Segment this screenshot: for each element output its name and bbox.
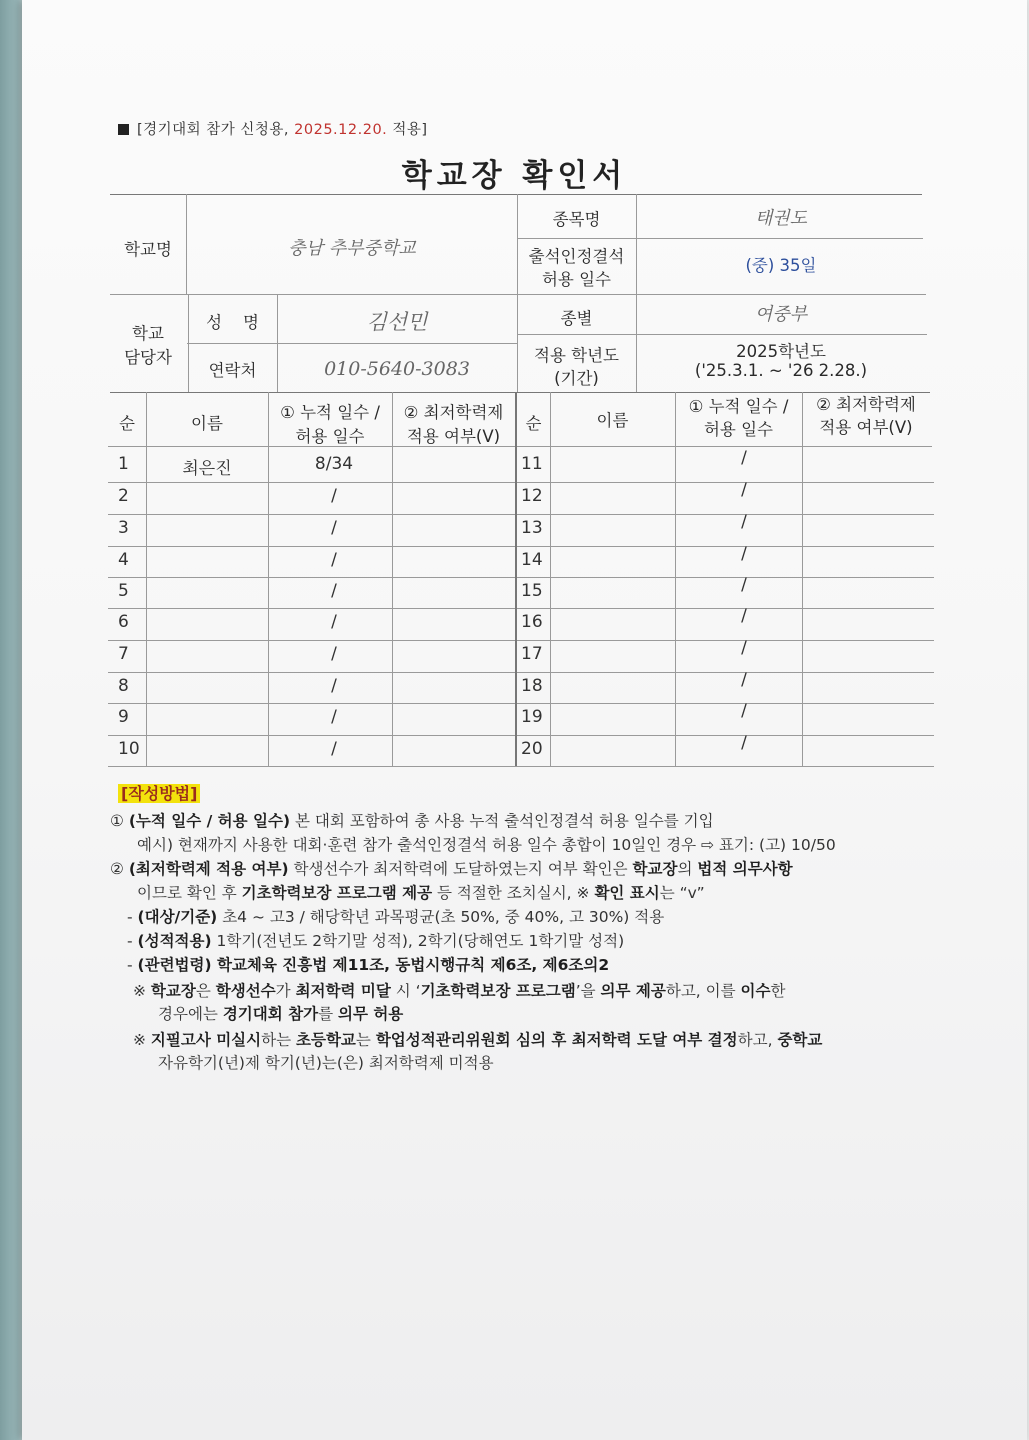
col-days-header-right-2: 허용 일수 [703,420,773,439]
school-value: 충남 추부중학교 [288,238,416,259]
row-days: / [741,606,747,626]
allowed-days-label: 출석인정결석 [528,247,625,266]
info-top-border [110,194,922,195]
header-date: 2025.12.20. [294,122,388,138]
row-number: 13 [521,518,543,538]
row-number: 11 [521,454,543,474]
row-number: 2 [118,486,129,506]
col-min-header-right-2: 적용 여부(V) [819,418,913,437]
contact-label: 학교 [132,324,164,343]
row-number: 16 [521,612,543,632]
allowed-days-label-2: 허용 일수 [541,270,611,289]
row-number: 9 [118,707,129,727]
category-label: 종별 [560,309,593,328]
row-days: / [741,638,747,658]
col-no-header: 순 [119,414,135,433]
instruction-line: 자유학기(년)제 학기(년)는(은) 최저학력제 미적용 [158,1054,494,1072]
instruction-line: - (성적적용) 1학기(전년도 2학기말 성적), 2학기(당해연도 1학기말 성적) [127,932,625,950]
page-title: 학교장 확인서 [401,158,628,194]
row-days: / [741,448,747,468]
table-vline [146,392,147,766]
table-vline [550,392,551,766]
row-days: / [331,486,337,506]
instruction-line: - (대상/기준) 초4 ~ 고3 / 해당학년 과목평균(초 50%, 중 40%, 고 30%) 적용 [127,908,665,926]
row-days: / [331,581,337,601]
row-days: / [741,544,747,564]
year-period: ('25.3.1. ~ '26 2.28.) [694,361,868,380]
row-number: 14 [521,550,543,570]
instruction-line: ② (최저학력제 적용 여부) 학생선수가 최저학력에 도달하였는지 여부 확인은 학교장의 법적 의무사항 [110,860,793,878]
row-days: / [741,701,747,721]
instructions-heading: [작성방법] [118,781,200,804]
info-line [187,343,517,344]
school-label: 학교명 [124,240,172,259]
allowed-days-value: (중) 35일 [745,256,817,275]
instruction-line: ① (누적 일수 / 허용 일수) 본 대회 포함하여 총 사용 누적 출석인정결석 허용 일수를 기입 [110,812,714,830]
instruction-line: 이므로 확인 후 기초학력보장 프로그램 제공 등 적절한 조치실시, ※ 확인 표시는 “v” [137,884,705,902]
row-days: / [741,512,747,532]
instruction-line: - (관련법령) 학교체육 진흥법 제11조, 동법시행규칙 제6조, 제6조의2 [127,956,610,974]
row-number: 7 [118,644,129,664]
row-days: / [741,670,747,690]
col-min-header-2: 적용 여부(V) [406,427,501,446]
row-number: 15 [521,581,543,601]
row-days: / [331,612,337,632]
row-days: / [331,676,337,696]
row-days: / [741,733,747,753]
row-number: 3 [118,518,129,538]
contact-label-2: 담당자 [124,348,172,367]
event-value: 태권도 [754,208,808,229]
row-name: 최은진 [182,459,232,479]
instruction-line: 예시) 현재까지 사용한 대회·훈련 참가 출석인정결석 허용 일수 총합이 10일인 경우 ⇨ 표기: (고) 10/50 [137,836,836,854]
row-number: 8 [118,676,129,696]
row-days: / [331,644,337,664]
row-number: 1 [118,454,129,474]
col-name-header-right: 이름 [596,411,629,430]
name-label: 성 명 [206,313,259,332]
col-name-header: 이름 [191,414,223,433]
col-min-header: ② 최저학력제 [403,403,504,422]
contact-name-value: 김선민 [366,310,428,334]
row-number: 18 [521,676,543,696]
header-note: [경기대회 참가 신청용, 2025.12.20. 적용] [118,118,428,139]
row-number: 12 [521,486,543,506]
col-days-header-2: 허용 일수 [295,427,365,446]
info-line [517,238,923,239]
row-number: 19 [521,707,543,727]
row-number: 4 [118,550,129,570]
col-days-header: ① 누적 일수 / [280,403,380,422]
table-row-line [108,766,934,767]
row-number: 20 [521,739,543,759]
row-days: / [331,707,337,727]
info-line [517,334,927,335]
col-days-header-right: ① 누적 일수 / [688,397,789,416]
row-days: / [331,739,337,759]
instruction-line: ※ 지필고사 미실시하는 초등학교는 학업성적관리위원회 심의 후 최저학력 도달 여부 결정하고, 중학교 [133,1031,823,1049]
col-min-header-right: ② 최저학력제 [816,395,916,414]
row-number: 17 [521,644,543,664]
row-number: 6 [118,612,129,632]
row-days: 8/34 [314,454,354,474]
category-value: 여중부 [754,304,808,325]
table-header-border [108,446,932,447]
row-days: / [741,480,747,500]
event-label: 종목명 [552,210,601,229]
year-value: 2025학년도 [736,342,826,361]
year-label-2: (기간) [554,369,599,388]
row-days: / [741,575,747,595]
row-number: 5 [118,581,129,601]
phone-value: 010-5640-3083 [324,358,470,380]
instruction-line: 경우에는 경기대회 참가를 의무 허용 [158,1005,404,1023]
table-center-divider [515,392,517,766]
info-line [110,294,926,295]
row-number: 10 [118,739,140,759]
phone-label: 연락처 [208,361,257,380]
row-days: / [331,550,337,570]
instruction-line: ※ 학교장은 학생선수가 최저학력 미달 시 ‘기초학력보장 프로그램’을 의무 제공하고, 이를 이수한 [133,982,786,1000]
year-label: 적용 학년도 [534,346,619,365]
col-no-header-right: 순 [525,414,542,433]
row-days: / [331,518,337,538]
square-bullet-icon [118,124,129,135]
